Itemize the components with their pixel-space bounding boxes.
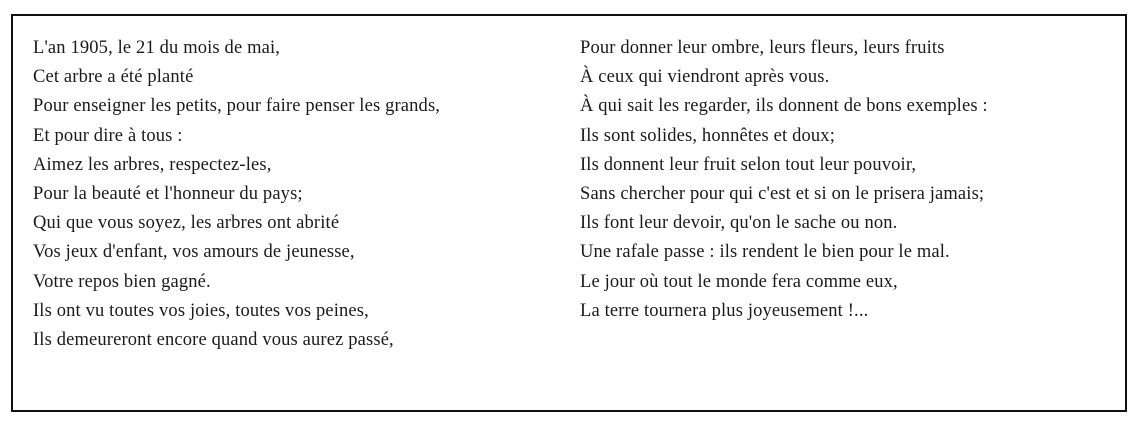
poem-line: Ils ont vu toutes vos joies, toutes vos peines,	[33, 300, 369, 321]
poem-line: Vos jeux d'enfant, vos amours de jeunesse,	[33, 242, 355, 263]
poem-line: Pour donner leur ombre, leurs fleurs, leurs fruits	[580, 38, 945, 58]
poem-left-column	[33, 34, 440, 355]
poem-line: À qui sait les regarder, ils donnent de bons exemples :	[580, 96, 988, 117]
poem-line: À ceux qui viendront après vous.	[580, 67, 830, 88]
poem-line: Ils sont solides, honnêtes et doux;	[580, 125, 835, 146]
poem-line: Qui que vous soyez, les arbres ont abrité	[33, 213, 340, 234]
poem-line: La terre tournera plus joyeusement !...	[580, 300, 869, 321]
poem-line: Le jour où tout le monde fera comme eux,	[580, 271, 898, 292]
poem-line: Sans chercher pour qui c'est et si on le prisera jamais;	[580, 183, 985, 204]
poem-line: Ils font leur devoir, qu'on le sache ou non.	[580, 213, 898, 234]
poem-line: Pour enseigner les petits, pour faire penser les grands,	[33, 96, 441, 117]
poem-line: L'an 1905, le 21 du mois de mai,	[33, 38, 281, 58]
poem-line: Ils demeureront encore quand vous aurez passé,	[33, 329, 394, 350]
poem-line: Ils donnent leur fruit selon tout leur pouvoir,	[580, 154, 917, 175]
poem-right-column	[580, 34, 988, 326]
poem-line: Une rafale passe : ils rendent le bien pour le mal.	[580, 242, 950, 263]
poem-line: Votre repos bien gagné.	[33, 271, 211, 292]
poem-line: Et pour dire à tous :	[33, 125, 183, 146]
poem-frame	[11, 14, 1127, 412]
poem-line: Aimez les arbres, respectez-les,	[33, 154, 272, 175]
poem-line: Pour la beauté et l'honneur du pays;	[33, 183, 303, 204]
poem-line: Cet arbre a été planté	[33, 67, 194, 88]
